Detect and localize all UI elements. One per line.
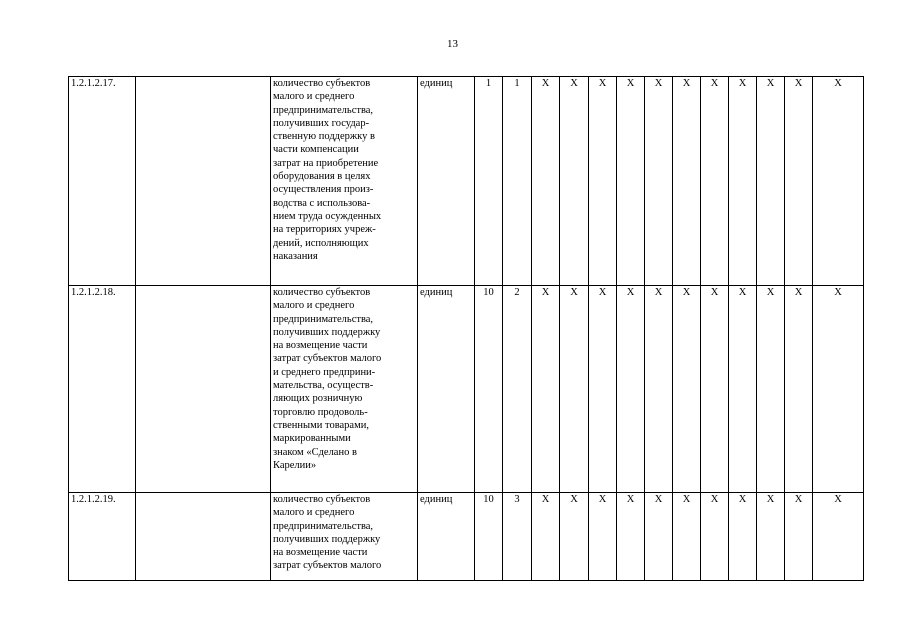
row-code: 1.2.1.2.18. <box>69 286 136 493</box>
row-unit: единиц <box>418 286 475 493</box>
table-row <box>69 77 864 286</box>
row-mark: X <box>729 286 757 493</box>
description-line: водства с использова- <box>273 197 371 209</box>
row-mark: X <box>785 286 813 493</box>
row-value-2: 1 <box>503 77 532 286</box>
row-mark: X <box>532 493 560 581</box>
row-mark: X <box>813 286 864 493</box>
row-mark: X <box>729 493 757 581</box>
description-line: нием труда осужденных <box>273 210 382 222</box>
row-mark: X <box>617 286 645 493</box>
description-line: затрат субъектов малого <box>273 560 382 572</box>
row-mark: X <box>757 286 785 493</box>
row-mark: X <box>701 493 729 581</box>
description-line: малого и среднего <box>273 507 355 519</box>
description-line: количество субъектов <box>273 78 371 89</box>
row-mark: X <box>532 77 560 286</box>
description-line: на территориях учреж- <box>273 224 376 236</box>
row-mark: X <box>673 77 701 286</box>
table-body <box>69 77 864 581</box>
description-line: предпринимательства, <box>273 104 374 116</box>
row-unit: единиц <box>418 493 475 581</box>
row-executor <box>136 493 271 581</box>
description-line: торговлю продоволь- <box>273 406 368 418</box>
description-line: дений, исполняющих <box>273 237 369 249</box>
description-line: мательства, осуществ- <box>273 380 374 392</box>
description-line: предпринимательства, <box>273 520 374 532</box>
row-value-1: 1 <box>475 77 503 286</box>
row-mark: X <box>701 77 729 286</box>
description-line: затрат субъектов малого <box>273 353 382 365</box>
row-mark: X <box>757 493 785 581</box>
row-mark: X <box>589 286 617 493</box>
description-line: малого и среднего <box>273 91 355 103</box>
row-description <box>271 493 418 581</box>
row-mark: X <box>532 286 560 493</box>
description-line: количество субъектов <box>273 287 371 298</box>
row-mark: X <box>560 493 589 581</box>
description-line: оборудования в целях <box>273 171 371 183</box>
description-line: маркированными <box>273 433 351 445</box>
description-line: и среднего предприни- <box>273 366 376 378</box>
description-line: осуществления произ- <box>273 184 374 196</box>
row-mark: X <box>757 77 785 286</box>
description-line: ственными товарами, <box>273 419 369 431</box>
description-line: Карелии» <box>273 459 317 471</box>
row-executor <box>136 286 271 493</box>
description-line: получивших поддержку <box>273 326 381 338</box>
page-number: 13 <box>447 38 458 50</box>
row-value-2: 2 <box>503 286 532 493</box>
row-mark: X <box>589 77 617 286</box>
row-mark: X <box>785 493 813 581</box>
description-line: малого и среднего <box>273 300 355 312</box>
row-mark: X <box>785 77 813 286</box>
row-unit: единиц <box>418 77 475 286</box>
table-row <box>69 493 864 581</box>
description-line: ственную поддержку в <box>273 131 375 143</box>
description-line: наказания <box>273 250 318 262</box>
description-line: получивших поддержку <box>273 533 381 545</box>
row-mark: X <box>813 77 864 286</box>
description-line: на возмещение части <box>273 547 368 559</box>
row-value-1: 10 <box>475 493 503 581</box>
row-code: 1.2.1.2.19. <box>69 493 136 581</box>
description-line: знаком «Сделано в <box>273 446 357 458</box>
description-line: количество субъектов <box>273 494 371 505</box>
description-line: части компенсации <box>273 144 359 156</box>
row-value-1: 10 <box>475 286 503 493</box>
row-mark: X <box>813 493 864 581</box>
row-code: 1.2.1.2.17. <box>69 77 136 286</box>
row-mark: X <box>673 286 701 493</box>
row-mark: X <box>729 77 757 286</box>
description-line: затрат на приобретение <box>273 157 379 169</box>
row-mark: X <box>617 493 645 581</box>
description-line: получивших государ- <box>273 117 370 129</box>
row-mark: X <box>701 286 729 493</box>
description-line: предпринимательства, <box>273 313 374 325</box>
table-row <box>69 286 864 493</box>
row-mark: X <box>645 77 673 286</box>
row-mark: X <box>589 493 617 581</box>
row-mark: X <box>645 493 673 581</box>
row-value-2: 3 <box>503 493 532 581</box>
row-mark: X <box>673 493 701 581</box>
row-executor <box>136 77 271 286</box>
row-description <box>271 77 418 286</box>
row-mark: X <box>617 77 645 286</box>
row-description <box>271 286 418 493</box>
description-line: на возмещение части <box>273 340 368 352</box>
description-line: ляющих розничную <box>273 393 363 405</box>
row-mark: X <box>645 286 673 493</box>
row-mark: X <box>560 286 589 493</box>
row-mark: X <box>560 77 589 286</box>
indicators-table <box>68 76 864 581</box>
